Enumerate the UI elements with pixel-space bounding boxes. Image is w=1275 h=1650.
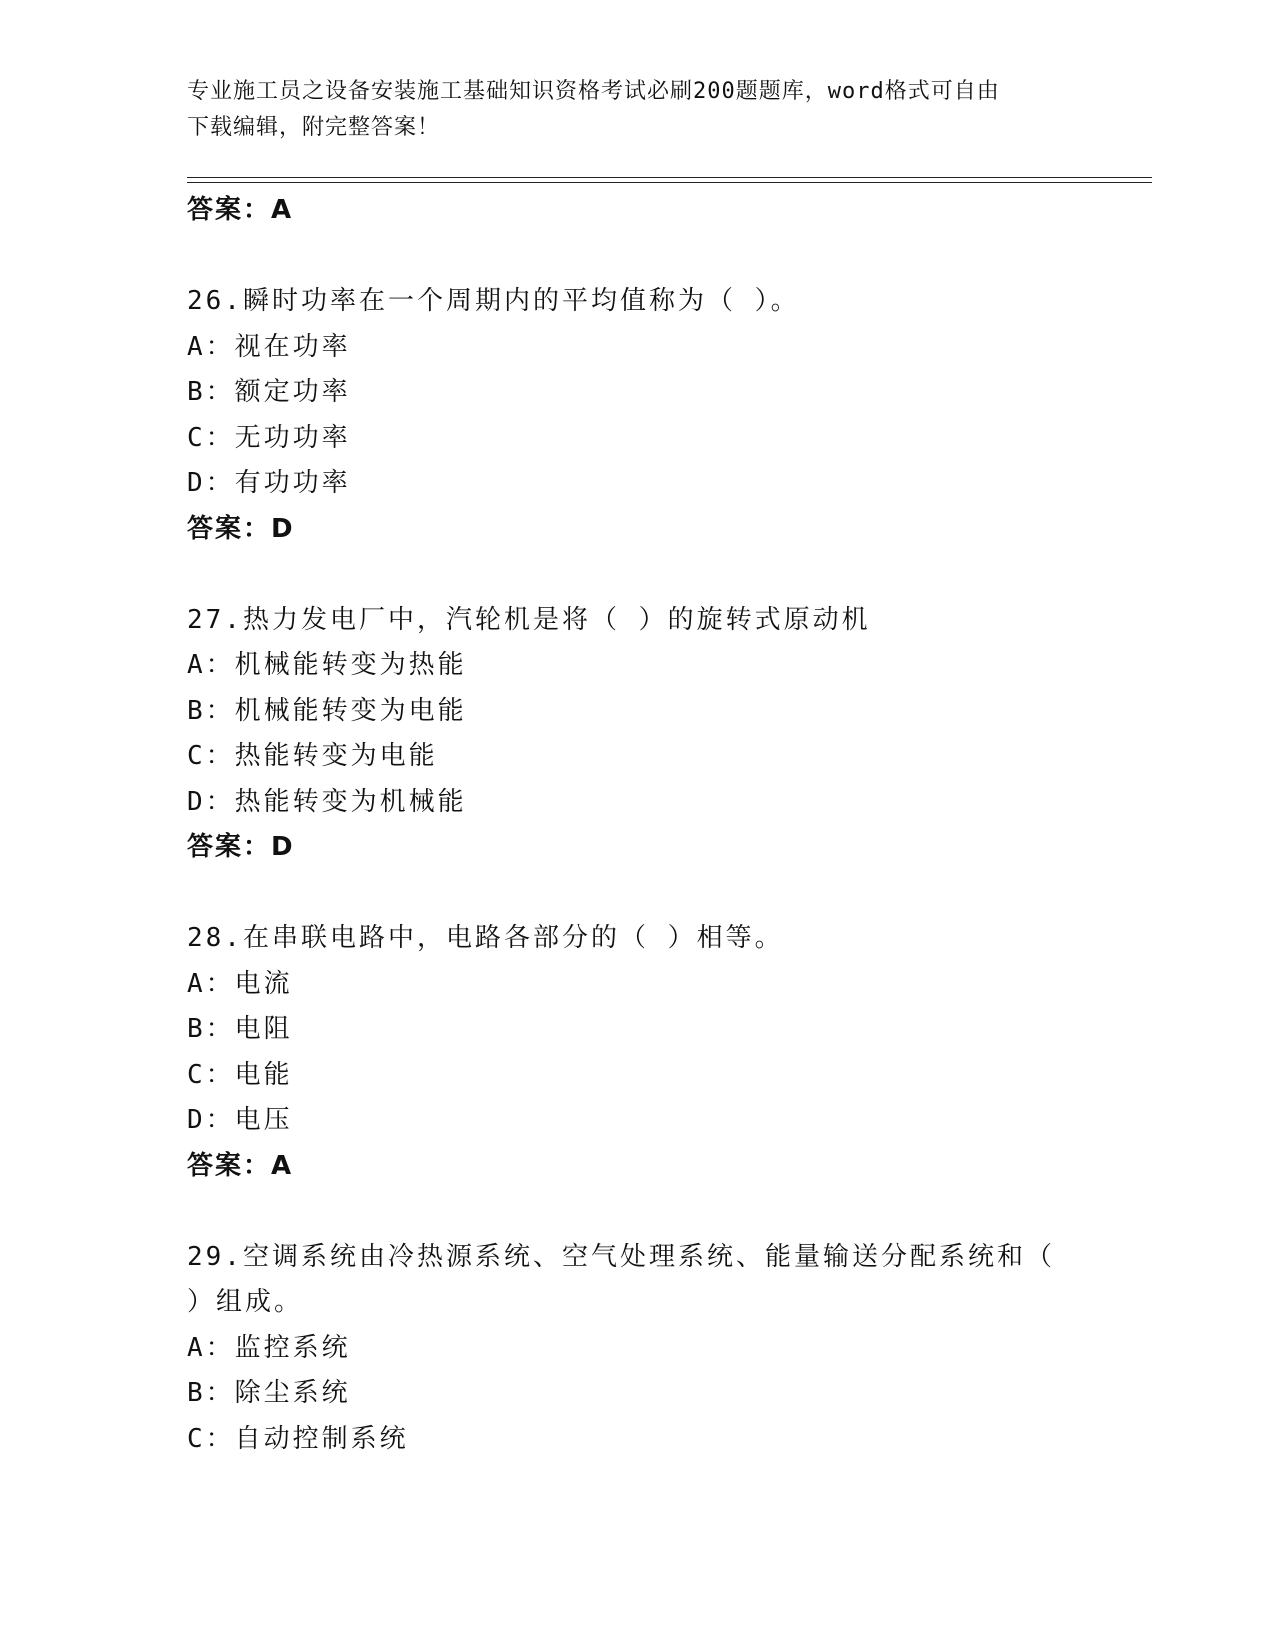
option-b: B：除尘系统 xyxy=(187,1378,351,1408)
option-b: B：电阻 xyxy=(187,1014,293,1044)
option-a: A：监控系统 xyxy=(187,1332,351,1363)
option-d: D：有功功率 xyxy=(187,468,351,498)
option-a: A：机械能转变为热能 xyxy=(187,650,467,680)
question-29 xyxy=(187,1235,1087,1463)
question-stem: 27.热力发电厂中，汽轮机是将（ ）的旋转式原动机 xyxy=(187,604,871,635)
option-b: B：额定功率 xyxy=(187,377,351,407)
question-28 xyxy=(187,916,1087,1189)
header-rule-top xyxy=(187,177,1152,178)
document-header xyxy=(187,74,1087,146)
option-d: D：电压 xyxy=(187,1105,293,1135)
header-rule-bottom xyxy=(187,182,1152,183)
question-stem-line-1: 29.空调系统由冷热源系统、空气处理系统、能量输送分配系统和（ xyxy=(187,1241,1055,1272)
spacer xyxy=(187,552,1087,598)
question-stem: 28.在串联电路中，电路各部分的（ ）相等。 xyxy=(187,923,784,953)
option-c: C：无功功率 xyxy=(187,422,351,453)
question-list xyxy=(187,188,1087,1462)
answer: 答案：A xyxy=(187,1150,294,1181)
spacer xyxy=(187,1189,1087,1235)
option-d: D：热能转变为机械能 xyxy=(187,786,467,817)
option-a: A：视在功率 xyxy=(187,331,351,362)
option-b: B：机械能转变为电能 xyxy=(187,695,467,726)
question-stem-line-2: ）组成。 xyxy=(187,1287,304,1317)
option-c: C：自动控制系统 xyxy=(187,1423,409,1454)
header-line-2: 下载编辑，附完整答案！ xyxy=(187,115,441,140)
previous-answer: 答案：A xyxy=(187,195,294,225)
option-c: C：电能 xyxy=(187,1059,293,1090)
answer: 答案：D xyxy=(187,832,295,862)
question-27 xyxy=(187,598,1087,871)
question-stem: 26.瞬时功率在一个周期内的平均值称为（ ）。 xyxy=(187,286,800,316)
question-26 xyxy=(187,279,1087,552)
spacer xyxy=(187,871,1087,917)
header-line-1: 专业施工员之设备安装施工基础知识资格考试必刷200题题库，word格式可自由 xyxy=(187,79,1000,104)
option-a: A：电流 xyxy=(187,968,293,999)
option-c: C：热能转变为电能 xyxy=(187,741,438,771)
spacer xyxy=(187,234,1087,280)
answer: 答案：D xyxy=(187,513,295,544)
